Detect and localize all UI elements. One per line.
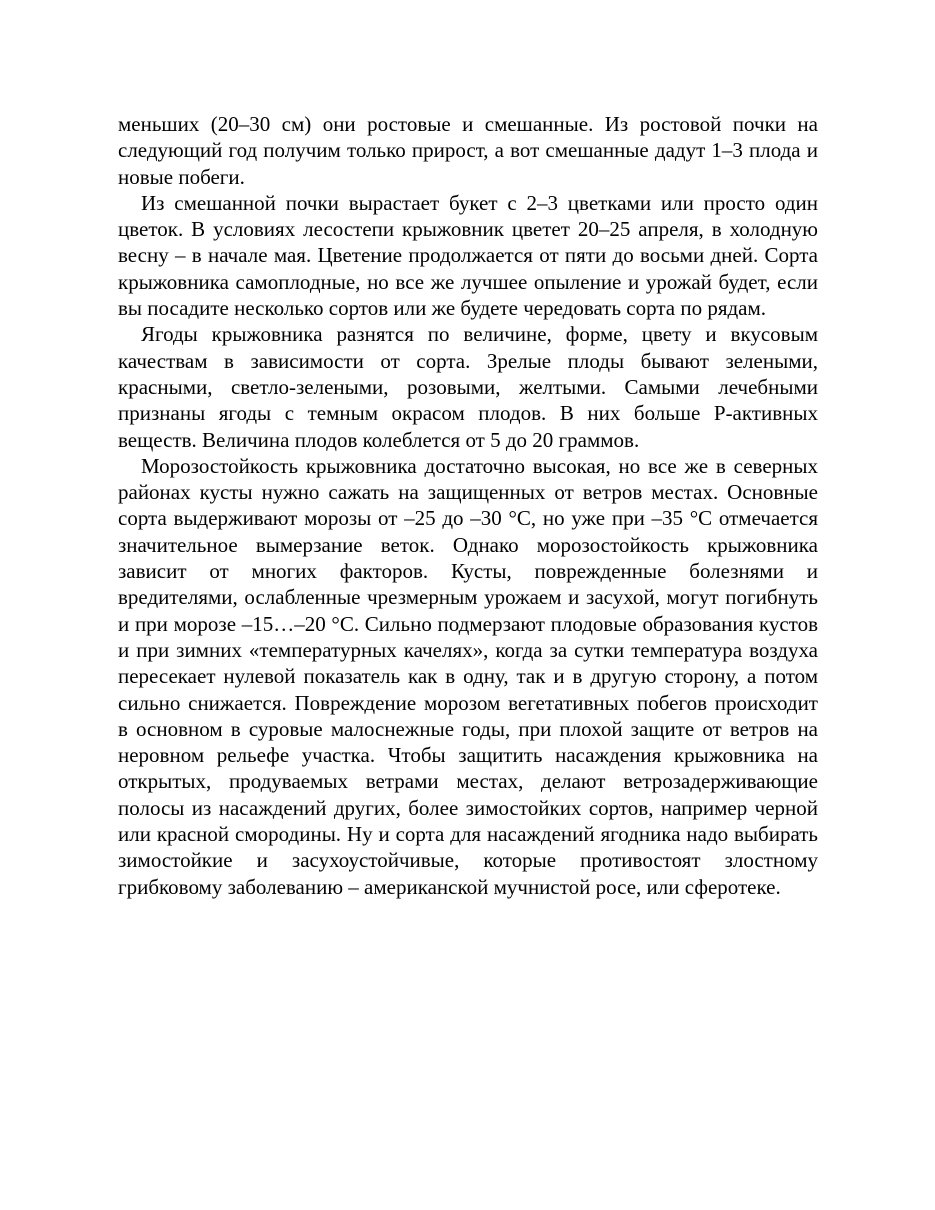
body-text xyxy=(118,111,818,900)
paragraph-continuation: меньших (20–30 см) они ростовые и смешанные. Из ростовой почки на следующий год получим только прирост, а вот смешанные дадут 1–3 плода и новые побеги. xyxy=(118,112,818,189)
paragraph-berries: Ягоды крыжовника разнятся по величине, форме, цвету и вкусовым качествам в зависимости от сорта. Зрелые плоды бывают зелеными, красными, светло-зелеными, розовыми, желтыми. Самыми лечебными признаны ягоды с темным окрасом плодов. В них больше Р-активных веществ. Величина плодов колеблется от 5 до 20 граммов. xyxy=(118,322,818,452)
paragraph-frost-resistance: Морозостойкость крыжовника достаточно высокая, но все же в северных районах кусты нужно сажать на защищенных от ветров местах. Основные сорта выдерживают морозы от –25 до –30 °С, но уже при –35 °С отмечается значительное вымерзание веток. Однако морозостойкость крыжовника зависит от многих факторов. Кусты, поврежденные болезнями и вредителями, ослабленные чрезмерным урожаем и засухой, могут погибнуть и при морозе –15…–20 °С. Сильно подмерзают плодовые образования кустов и при зимних «температурных качелях», когда за сутки температура воздуха пересекает нулевой показатель как в одну, так и в другую сторону, а потом сильно снижается. Повреждение морозом вегетативных побегов происходит в основном в суровые малоснежные годы, при плохой защите от ветров на неровном рельефе участка. Чтобы защитить насаждения крыжовника на открытых, продуваемых ветрами местах, делают ветрозадерживающие полосы из насаждений других, более зимостойких сортов, например черной или красной смородины. Ну и сорта для насаждений ягодника надо выбирать зимостойкие и засухоустойчивые, которые противостоят злостному грибковому заболеванию – американской мучнистой росе, или сферотеке. xyxy=(118,453,818,899)
paragraph-flowering: Из смешанной почки вырастает букет с 2–3 цветками или просто один цветок. В условиях лесостепи крыжовник цветет 20–25 апреля, в холодную весну – в начале мая. Цветение продолжается от пяти до восьми дней. Сорта крыжовника самоплодные, но все же лучшее опыление и урожай будет, если вы посадите несколько сортов или же будете чередовать сорта по рядам. xyxy=(118,190,818,321)
